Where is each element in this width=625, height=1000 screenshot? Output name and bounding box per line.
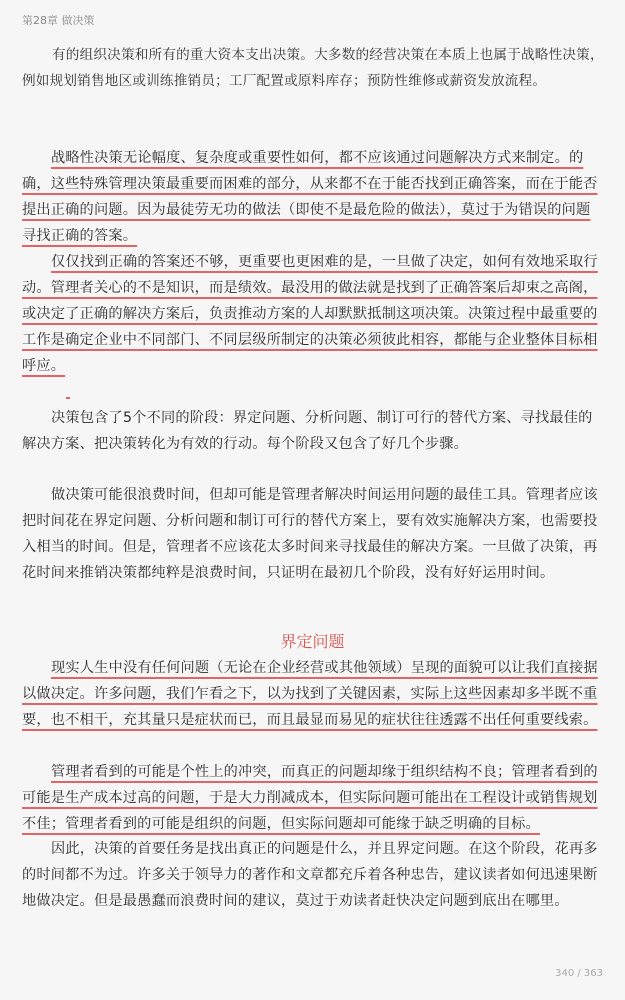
paragraph-intro: 有的组织决策和所有的重大资本支出决策。大多数的经营决策在本质上也属于战略性决策，例如规划销售地区或训练推销员；工厂配置或原料库存；预防性维修或薪资发放流程。	[22, 47, 604, 89]
paragraph-time: 做决策可能很浪费时间，但却可能是管理者解决时间运用问题的最佳工具。管理者应该把时间花在界定问题、分析问题和制订可行的替代方案上，要有效实施解决方案，也需要投入相当的时间。但是，管理者不应该花太多时间来寻找最佳的解决方案。一旦做了决策，再花时间来推销决策都纯粹是浪费时间，只证明在最初几个阶段，没有好好运用时间。	[22, 487, 598, 581]
highlight-mark	[66, 397, 70, 399]
page-number: 340 / 363	[555, 968, 603, 979]
section-heading: 界定问题	[280, 632, 345, 651]
paragraph-symptoms[interactable]: 管理者看到的可能是个性上的冲突，而真正的问题却缘于组织结构不良；管理者看到的可能是生产成本过高的问题，于是大力削减成本，但实际问题可能出在工程设计或销售规划不佳；管理者看到的可能是组织的问题，但实际问题却可能缘于缺乏明确的目标。	[22, 764, 598, 832]
chapter-header: 第28章 做决策	[22, 14, 95, 27]
paragraph-action[interactable]: 仅仅找到正确的答案还不够，更重要也更困难的是，一旦做了决定，如何有效地采取行动。管理者关心的不是知识，而是绩效。最没用的做法就是找到了正确答案后却束之高阁，或决定了正确的解决方案后，负责推动方案的人却默默抵制这项决策。决策过程中最重要的工作是确定企业中不同部门、不同层级所制定的决策必须彼此相容，都能与企业整体目标相呼应。	[22, 254, 598, 374]
paragraph-real-problems[interactable]: 现实人生中没有任何问题（无论在企业经营或其他领域）呈现的面貌可以让我们直接据以做决定。许多问题，我们乍看之下，以为找到了关键因素，实际上这些因素却多半既不重要，也不相干，充其量只是症状而已，而且最显而易见的症状往往透露不出任何重要线索。	[22, 660, 598, 728]
paragraph-stages: 决策包含了5个不同的阶段：界定问题、分析问题、制订可行的替代方案、寻找最佳的解决方案、把决策转化为有效的行动。每个阶段又包含了好几个步骤。	[22, 410, 593, 452]
paragraph-strategic-decisions[interactable]: 战略性决策无论幅度、复杂度或重要性如何，都不应该通过问题解决方式来制定。的确，这些特殊管理决策最重要而困难的部分，从来都不在于能否找到正确答案，而在于能否提出正确的问题。因为最徒劳无功的做法（即使不是最危险的做法），莫过于为错误的问题寻找正确的答案。	[22, 150, 598, 244]
paragraph-define-problem: 因此，决策的首要任务是找出真正的问题是什么，并且界定问题。在这个阶段，花再多的时间都不为过。许多关于领导力的著作和文章都充斥着各种忠告，建议读者如何迅速果断地做决定。但是最愚蠢而浪费时间的建议，莫过于劝读者赶快决定问题到底出在哪里。	[22, 841, 598, 909]
